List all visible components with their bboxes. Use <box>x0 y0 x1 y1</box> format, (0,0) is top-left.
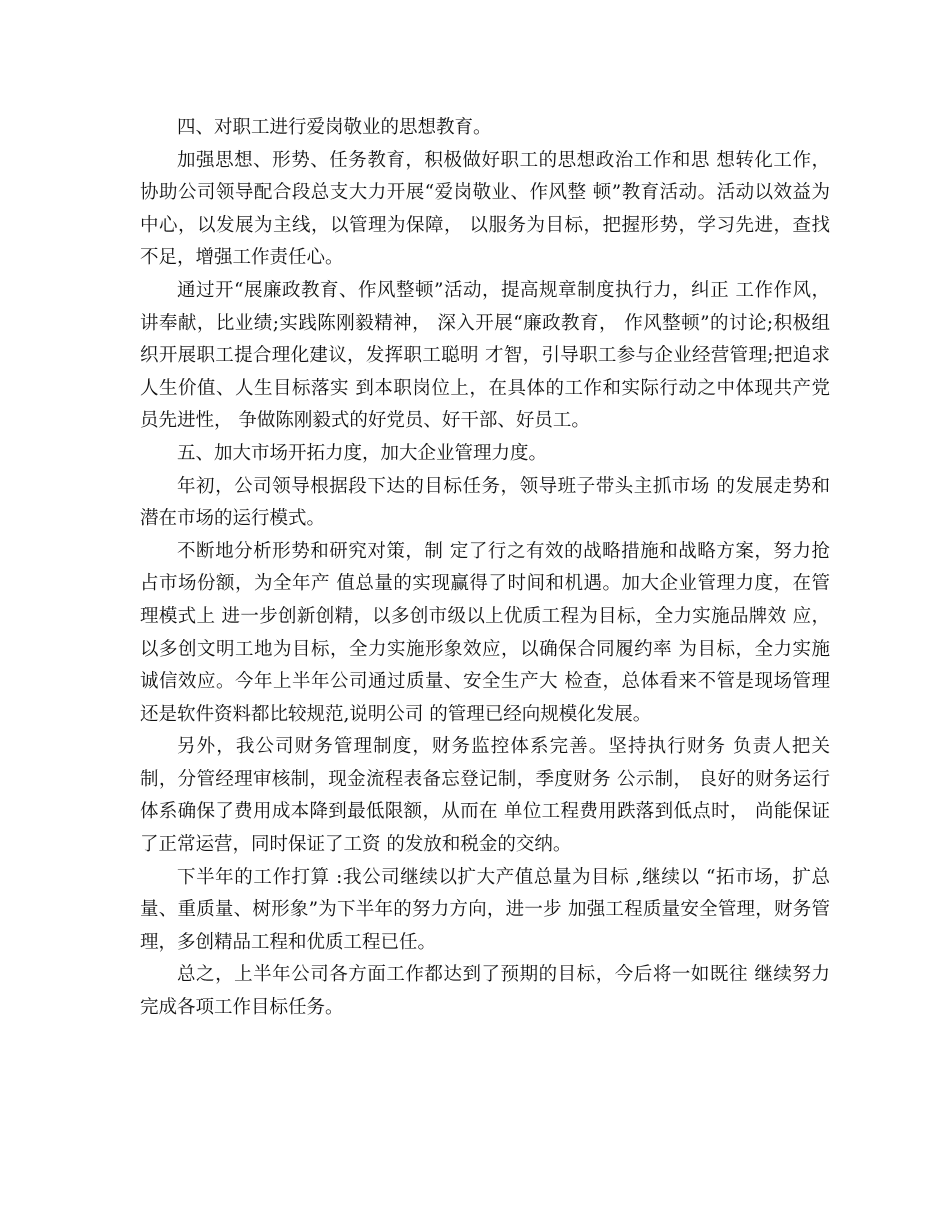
paragraph-conclusion: 总之，上半年公司各方面工作都达到了预期的目标，今后将一如既往 继续努力完成各项工作目标任务。 <box>140 964 830 1019</box>
section-heading-five: 五、加大市场开拓力度，加大企业管理力度。 <box>177 442 548 464</box>
paragraph-strategy-management: 不断地分析形势和研究对策，制 定了行之有效的战略措施和战略方案，努力抢占市场份额，为全年产 值总量的实现赢得了时间和机遇。加大企业管理力度，在管理模式上 进一步创新创精，以多创市级以上优质工程为目标，全力实施品牌效 应，以多创文明工地为目标，全力实施形象效应，以确保合同履约率 为目标，全力实施诚信效应。今年上半年公司通过质量、安全生产大 检查，总体看来不管是现场管理还是软件资料都比较规范,说明公司 的管理已经向规模化发展。 <box>140 540 830 725</box>
paragraph-second-half-plan: 下半年的工作打算 :我公司继续以扩大产值总量为目标 ,继续以 “拓市场，扩总量、重质量、树形象”为下半年的努力方向，进一步 加强工程质量安全管理，财务管理，多创精品工程和优质工程已任。 <box>140 866 830 953</box>
section-heading-four: 四、对职工进行爱岗敬业的思想教育。 <box>177 117 492 138</box>
document-body <box>140 112 830 1025</box>
paragraph-financial-management: 另外，我公司财务管理制度，财务监控体系完善。坚持执行财务 负责人把关制，分管经理审核制，现金流程表备忘登记制，季度财务 公示制， 良好的财务运行体系确保了费用成本降到最低限额，从而在 单位工程费用跌落到低点时， 尚能保证了正常运营，同时保证了工资 的发放和税金的交纳。 <box>140 736 830 856</box>
paragraph-ideological-education: 加强思想、形势、任务教育，积极做好职工的思想政治工作和思 想转化工作，协助公司领导配合段总支大力开展“爱岗敬业、作风整 顿”教育活动。活动以效益为中心，以发展为主线，以管理为保障， 以服务为目标，把握形势，学习先进，查找不足，增强工作责任心。 <box>140 149 830 269</box>
paragraph-market-targets: 年初，公司领导根据段下达的目标任务，领导班子带头主抓市场 的发展走势和潜在市场的运行模式。 <box>140 475 830 530</box>
paragraph-integrity-campaign: 通过开“展廉政教育、作风整顿”活动，提高规章制度执行力，纠正 工作作风，讲奉献，比业绩;实践陈刚毅精神， 深入开展“廉政教育， 作风整顿”的讨论;积极组织开展职工提合理化建议，发挥职工聪明 才智，引导职工参与企业经营管理;把追求人生价值、人生目标落实 到本职岗位上，在具体的工作和实际行动之中体现共产党员先进性， 争做陈刚毅式的好党员、好干部、好员工。 <box>140 279 830 432</box>
